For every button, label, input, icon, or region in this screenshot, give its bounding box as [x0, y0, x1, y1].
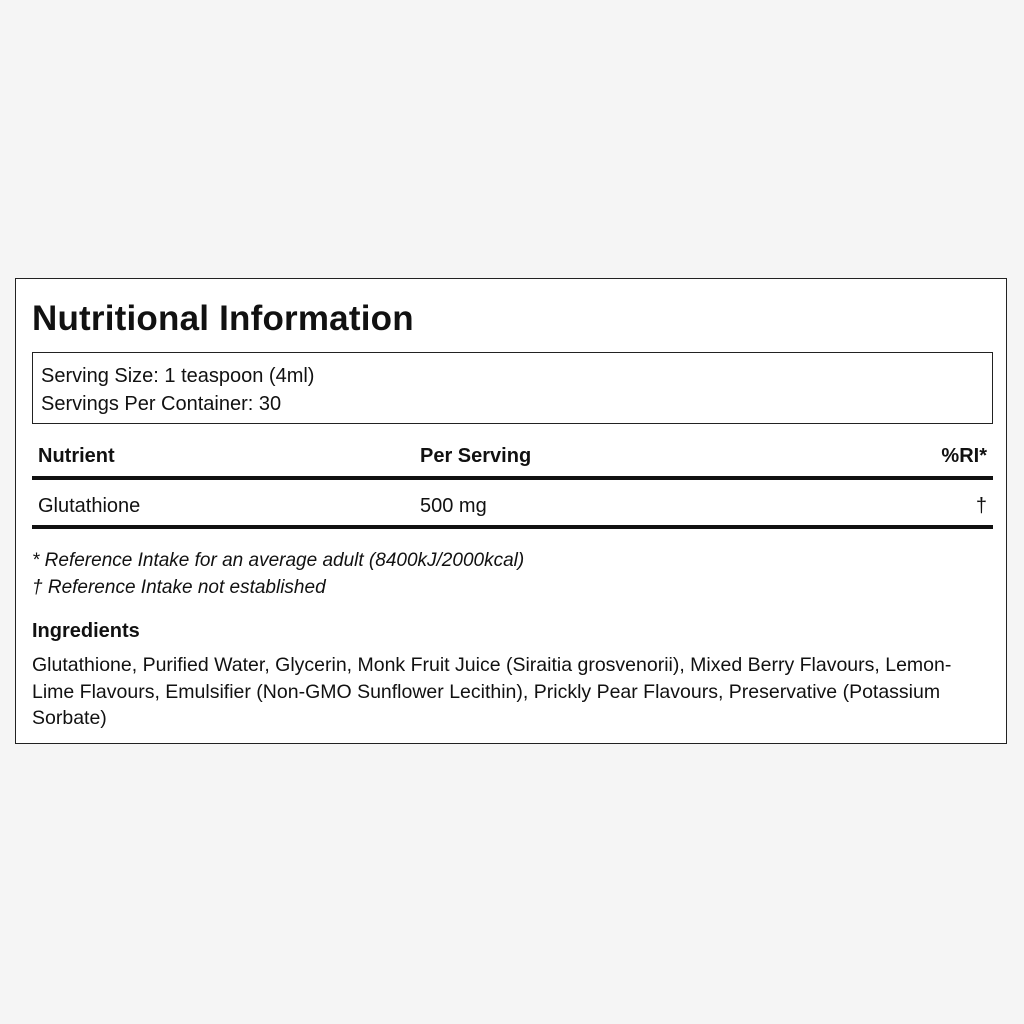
- nutrition-panel: [15, 278, 1007, 744]
- footnotes: [32, 547, 524, 601]
- nutrient-name: Glutathione: [38, 495, 141, 517]
- header-nutrient: Nutrient: [38, 445, 115, 467]
- serving-size: Serving Size: 1 teaspoon (4ml): [41, 365, 315, 387]
- ingredients-title: Ingredients: [32, 620, 140, 642]
- serving-info-box: [32, 352, 993, 424]
- header-per-serving: Per Serving: [420, 445, 532, 467]
- table-header-row: [32, 439, 993, 480]
- header-ri: %RI*: [941, 445, 987, 467]
- ingredients-text: Glutathione, Purified Water, Glycerin, Monk Fruit Juice (Siraitia grosvenorii), Mixed Berry Flavours, Lemon-Lime Flavours, Emulsifier (Non-GMO Sunflower Lecithin), Prickly Pear Flavours, Preservative (Potassium Sorbate): [32, 654, 952, 729]
- footnote-not-established: † Reference Intake not established: [32, 577, 326, 598]
- footnote-ri: * Reference Intake for an average adult (8400kJ/2000kcal): [32, 550, 525, 571]
- nutrient-amount: 500 mg: [420, 495, 487, 517]
- table-row: [32, 480, 993, 529]
- nutrient-ri: †: [975, 495, 987, 517]
- servings-per-container: Servings Per Container: 30: [41, 393, 282, 415]
- panel-title: Nutritional Information: [32, 299, 414, 338]
- nutrient-table: [32, 439, 993, 529]
